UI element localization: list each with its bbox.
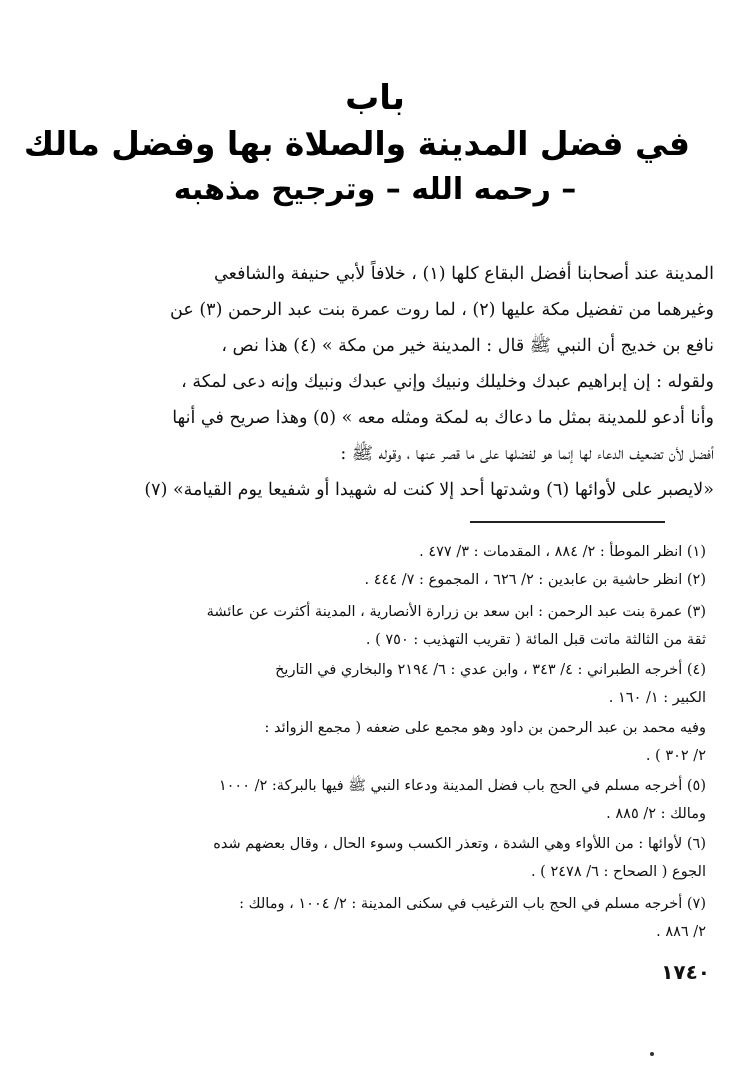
- footnote-line: (٤) أخرجه الطبراني : ٤/ ٣٤٣ ، وابن عدي : ٦/ ٢١٩٤ والبخاري في التاريخ: [275, 662, 706, 678]
- footnote-line: (٧) أخرجه مسلم في الحج باب الترغيب في سكنى المدينة : ٢/ ١٠٠٤ ، ومالك :: [239, 896, 706, 912]
- footnote-line: ثقة من الثالثة ماتت قبل المائة ( تقريب التهذيب : ٧٥٠ ) .: [365, 632, 706, 648]
- body-line: «لايصبر على لأوائها (٦) وشدتها أحد إلا كنت له شهيدا أو شفيعا يوم القيامة» (٧): [144, 480, 714, 500]
- footnote-6: [42, 830, 706, 886]
- footnote-separator: [470, 521, 665, 523]
- body-line: نافع بن خديج أن النبي ﷺ قال : المدينة خير من مكة » (٤) هذا نص ،: [221, 336, 714, 356]
- chapter-title-line-1: في فضل المدينة والصلاة بها وفضل مالك: [23, 124, 690, 163]
- chapter-title-line-2: – رحمه الله – وترجيح مذهبه: [173, 172, 577, 207]
- footnote-1: [42, 538, 706, 566]
- footnote-line: (٢) انظر حاشية بن عابدين : ٢/ ٦٢٦ ، المجموع : ٧/ ٤٤٤ .: [364, 572, 706, 588]
- footnote-line: (٣) عمرة بنت عبد الرحمن : ابن سعد بن زرارة الأنصارية ، المدينة أكثرت عن عائشة: [206, 604, 706, 620]
- footnote-line: (١) انظر الموطأ : ٢/ ٨٨٤ ، المقدمات : ٣/ ٤٧٧ .: [419, 544, 706, 560]
- body-line: وأنا أدعو للمدينة بمثل ما دعاك به لمكة ومثله معه » (٥) وهذا صريح في أنها: [172, 408, 714, 428]
- footnote-line: الجوع ( الصحاح : ٦/ ٢٤٧٨ ) .: [530, 864, 706, 880]
- main-body-text: [40, 256, 714, 508]
- footnote-5: [42, 772, 706, 828]
- footnote-line: (٦) لأوائها : من اللأواء وهي الشدة ، وتعذر الكسب وسوء الحال ، وقال بعضهم شده: [213, 836, 706, 852]
- body-line: المدينة عند أصحابنا أفضل البقاع كلها (١) ، خلافاً لأبي حنيفة والشافعي: [214, 264, 714, 284]
- page-number: ١٧٤٠: [661, 960, 710, 984]
- footnote-line: ومالك : ٢/ ٨٨٥ .: [606, 806, 706, 822]
- footnote-4: [42, 656, 706, 712]
- footnote-4-note: [42, 714, 706, 770]
- footnote-line: وفيه محمد بن عبد الرحمن بن داود وهو مجمع على ضعفه ( مجمع الزوائد :: [264, 720, 706, 736]
- footnote-line: ٢/ ٨٨٦ .: [656, 924, 706, 940]
- page-mark: [650, 1052, 654, 1056]
- chapter-label: باب: [345, 78, 405, 118]
- footnote-3: [42, 598, 706, 654]
- body-line: وغيرهما من تفضيل مكة عليها (٢) ، لما روت عمرة بنت عبد الرحمن (٣) عن: [170, 300, 714, 320]
- footnote-line: ٢/ ٣٠٢ ) .: [645, 748, 706, 764]
- footnote-2: [42, 566, 706, 594]
- footnote-7: [42, 890, 706, 946]
- footnote-line: (٥) أخرجه مسلم في الحج باب فضل المدينة ودعاء النبي ﷺ فيها بالبركة: ٢/ ١٠٠٠: [218, 778, 706, 794]
- body-line: أفضل لأن تضعيف الدعاء لها إنما هو لفضلها على ما قصر عنها ، وقوله ﷺ :: [340, 444, 714, 464]
- body-line: ولقوله : إن إبراهيم عبدك وخليلك ونبيك وإني عبدك ونبيك وإنه دعى لمكة ،: [181, 372, 714, 392]
- footnote-line: الكبير : ١/ ١٦٠ .: [608, 690, 706, 706]
